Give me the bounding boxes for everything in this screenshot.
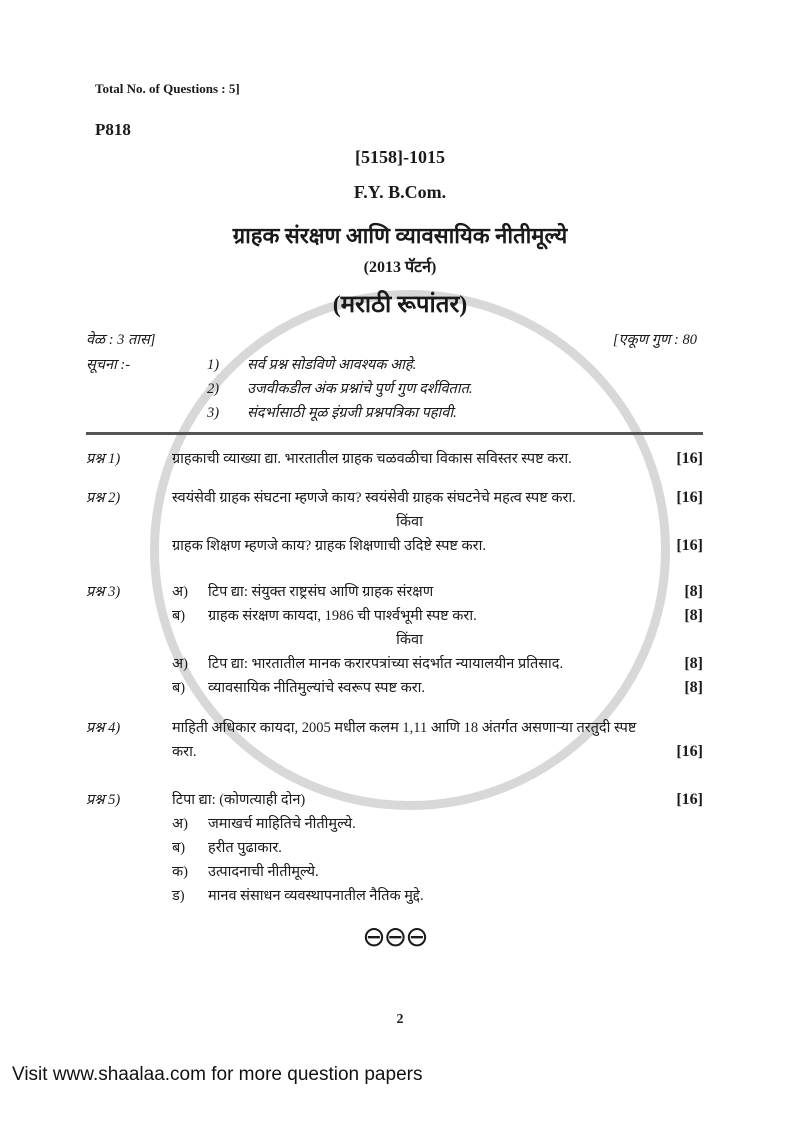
q3-item-marks: [8] [684,607,703,624]
q2-label: प्रश्न 2) [86,490,121,506]
q2-alt-marks: [16] [676,537,703,554]
q5-item-number: क) [172,864,188,880]
q2-marks: [16] [676,489,703,506]
q3-item-marks: [8] [684,655,703,672]
q2-text: स्वयंसेवी ग्राहक संघटना म्हणजे काय? स्वयंसेवी ग्राहक संघटनेचे महत्व स्पष्ट करा. [172,490,576,506]
divider [86,432,703,435]
q4-label: प्रश्न 4) [86,720,121,736]
q3-item-text: टिप द्या: भारतातील मानक करारपत्रांच्या संदर्भात न्यायालयीन प्रतिसाद. [208,656,564,672]
question-3 [86,580,703,700]
time-marks-row [86,328,703,353]
q3-item-number: अ) [172,656,188,672]
q3-or: किंवा [396,632,423,648]
q3-item-text: ग्राहक संरक्षण कायदा, 1986 ची पार्श्वभूमी स्पष्ट करा. [208,608,477,624]
q3-item-number: ब) [172,680,186,696]
q5-item-text: मानव संसाधन व्यवस्थापनातील नैतिक मुद्दे. [208,888,424,904]
paper-code: P818 [95,120,131,139]
q2-alt-text: ग्राहक शिक्षण म्हणजे काय? ग्राहक शिक्षणाची उदिष्टे स्पष्ट करा. [172,538,486,554]
instruction-number: 1) [207,357,220,373]
pattern: (2013 पॅटर्न) [363,259,437,276]
question-2 [86,486,703,558]
question-1 [86,447,703,471]
question-4 [86,716,703,764]
subject-title: ग्राहक संरक्षण आणि व्यावसायिक नीतीमूल्ये [232,223,568,248]
paper-body [86,328,703,954]
page-number: 2 [396,1012,404,1027]
q5-label: प्रश्न 5) [86,792,121,808]
instruction-number: 3) [207,405,220,421]
q3-item-text: टिप द्या: संयुक्त राष्ट्रसंघ आणि ग्राहक संरक्षण [208,584,434,600]
q5-item-number: अ) [172,816,188,832]
exam-code: [5158]-1015 [355,147,445,167]
q3-item-number: ब) [172,608,186,624]
q2-or: किंवा [396,514,423,530]
total-questions: Total No. of Questions : 5] [95,81,240,96]
end-mark: ⊖⊖⊖ [362,920,427,953]
q5-item-number: ड) [172,888,185,904]
q5-text: टिपा द्या: (कोणत्याही दोन) [172,792,306,808]
q4-text: माहिती अधिकार कायदा, 2005 मधील कलम 1,11 आणि 18 अंतर्गत असणाऱ्या तरतुदी स्पष्ट [172,720,637,736]
q4-marks: [16] [676,743,703,760]
total-marks: [एकूण गुण : 80 [612,332,697,348]
q5-item-text: जमाखर्च माहितिचे नीतीमुल्ये. [208,816,356,832]
instructions [86,353,703,425]
q5-item-text: हरीत पुढाकार. [208,840,282,856]
instruction-text: सर्व प्रश्न सोडविणे आवश्यक आहे. [247,357,417,373]
q4-text-cont: करा. [172,744,197,760]
q5-item-number: ब) [172,840,186,856]
q3-item-marks: [8] [684,679,703,696]
question-5 [86,788,703,908]
q3-item-marks: [8] [684,583,703,600]
q5-marks: [16] [676,791,703,808]
instruction-text: उजवीकडील अंक प्रश्नांचे पुर्ण गुण दर्शवितात. [247,381,473,397]
q1-marks: [16] [676,450,703,467]
footer-link[interactable]: Visit www.shaalaa.com for more question papers [12,1064,423,1085]
q1-label: प्रश्न 1) [86,451,121,467]
q3-label: प्रश्न 3) [86,584,121,600]
q3-item-number: अ) [172,584,188,600]
q3-item-text: व्यावसायिक नीतिमुल्यांचे स्वरूप स्पष्ट करा. [208,680,426,696]
instruction-number: 2) [207,381,220,397]
q1-text: ग्राहकाची व्याख्या द्या. भारतातील ग्राहक चळवळीचा विकास सविस्तर स्पष्ट करा. [172,451,572,467]
instruction-text: संदर्भासाठी मूळ इंग्रजी प्रश्नपत्रिका पहावी. [247,405,457,421]
instructions-label: सूचना :- [86,357,131,373]
course: F.Y. B.Com. [353,182,447,202]
version: (मराठी रूपांतर) [332,292,468,318]
time: वेळ : 3 तास] [86,332,156,348]
q5-item-text: उत्पादनाची नीतीमूल्ये. [208,864,319,880]
